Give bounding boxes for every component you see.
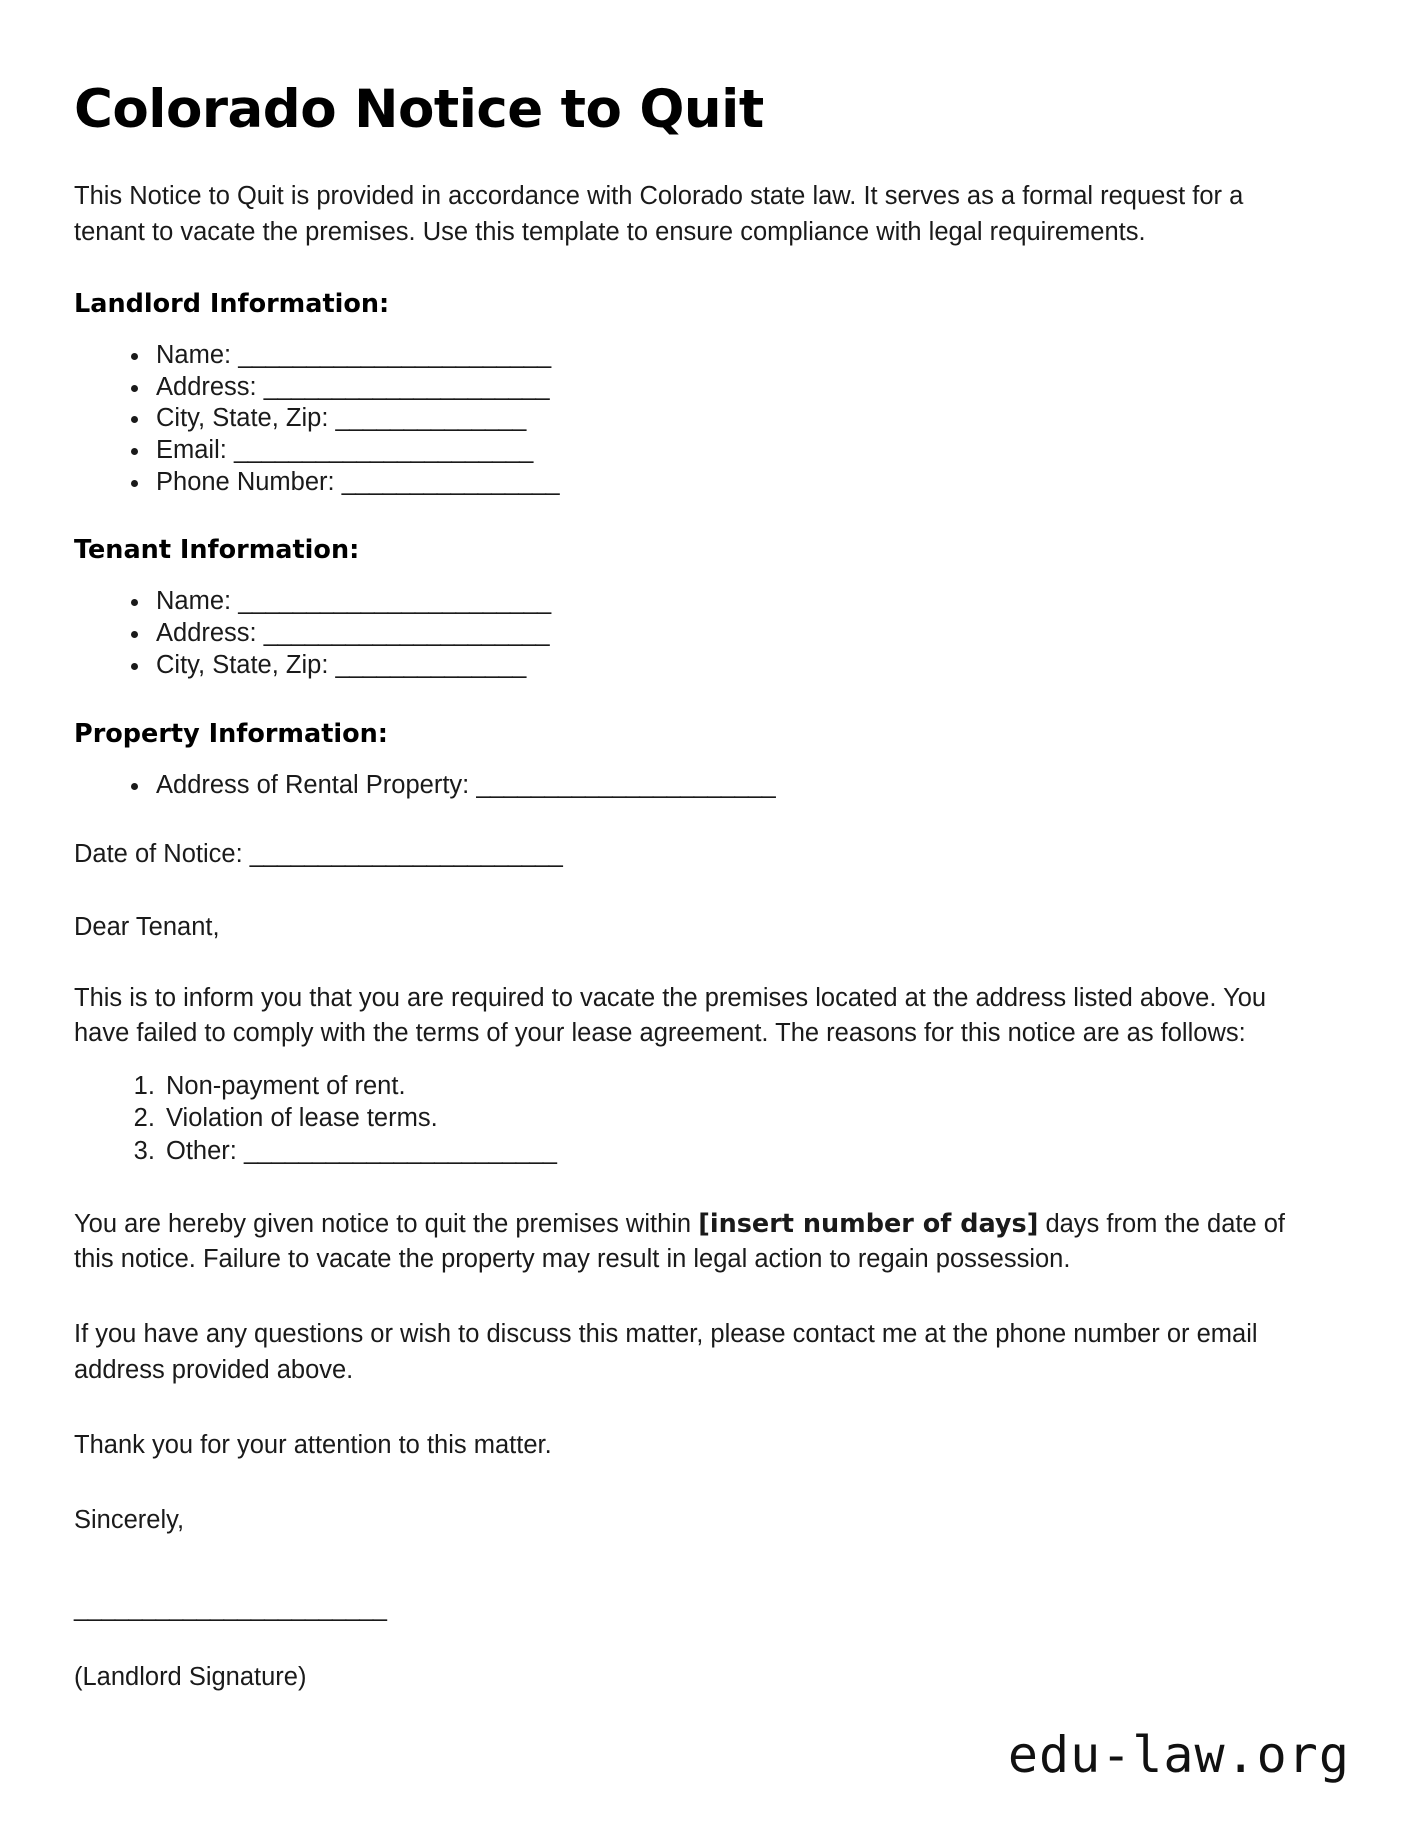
field-label: Phone Number: xyxy=(156,467,335,496)
list-item xyxy=(162,1137,1344,1167)
signature-caption: (Landlord Signature) xyxy=(74,1662,307,1691)
salutation: Dear Tenant, xyxy=(74,912,220,941)
list-item xyxy=(162,1104,1344,1134)
quit-text-after: days from the date of this notice. Failure to vacate the property may result in legal action to regain possession. xyxy=(74,1210,1285,1274)
tenant-information-heading: Tenant Information: xyxy=(74,535,360,566)
date-of-notice-blank: _______________________ xyxy=(249,840,563,869)
list-item xyxy=(152,468,1344,497)
list-item xyxy=(152,619,1344,648)
field-blank: _______________________ xyxy=(238,340,551,369)
field-label: City, State, Zip: xyxy=(156,650,329,679)
list-item xyxy=(152,651,1344,680)
field-label: Name: xyxy=(156,340,232,369)
date-of-notice-line xyxy=(74,837,1344,871)
field-blank: ______________ xyxy=(335,404,526,433)
notice-body-paragraph: This is to inform you that you are required to vacate the premises located at the address listed above. You have failed to comply with the terms of your lease agreement. The reasons for this notice are as follows: xyxy=(74,984,1267,1048)
landlord-field-list xyxy=(74,341,1344,496)
list-item xyxy=(152,436,1344,465)
list-item xyxy=(152,587,1344,616)
property-field-list xyxy=(74,771,1344,800)
field-blank: ______________________ xyxy=(233,435,533,464)
field-blank: ______________ xyxy=(335,650,526,679)
contact-paragraph: If you have any questions or wish to discuss this matter, please contact me at the phone number or email address provided above. xyxy=(74,1320,1258,1384)
property-information-heading: Property Information: xyxy=(74,718,389,749)
watermark-edu-law: edu-law.org xyxy=(1007,1726,1350,1784)
signature-rule: _______________________ xyxy=(74,1594,387,1623)
field-label: Name: xyxy=(156,587,232,616)
thanks-paragraph: Thank you for your attention to this matter. xyxy=(74,1430,552,1459)
insert-days-placeholder: [insert number of days] xyxy=(698,1209,1039,1240)
field-label: City, State, Zip: xyxy=(156,404,329,433)
quit-notice-paragraph xyxy=(74,1207,1319,1277)
list-item xyxy=(152,373,1344,402)
field-blank: _____________________ xyxy=(263,372,549,401)
reason-blank: _______________________ xyxy=(243,1137,557,1166)
tenant-field-list xyxy=(74,587,1344,679)
closing-line: Sincerely, xyxy=(74,1505,185,1534)
list-item xyxy=(152,404,1344,433)
quit-text-before: You are hereby given notice to quit the premises within xyxy=(74,1210,699,1239)
field-blank: ________________ xyxy=(341,467,560,496)
field-blank: _____________________ xyxy=(263,619,549,648)
field-label: Address of Rental Property: xyxy=(156,770,470,799)
reason-text: Non-payment of rent. xyxy=(166,1071,406,1100)
field-label: Email: xyxy=(156,435,227,464)
date-of-notice-label: Date of Notice: xyxy=(74,840,243,869)
reason-text: Violation of lease terms. xyxy=(166,1104,438,1133)
intro-paragraph: This Notice to Quit is provided in accordance with Colorado state law. It serves as a formal request for a tenant to vacate the premises. Use this template to ensure compliance with legal requirements. xyxy=(74,182,1244,246)
field-blank: ______________________ xyxy=(476,770,776,799)
field-blank: _______________________ xyxy=(238,587,551,616)
list-item xyxy=(152,341,1344,370)
landlord-information-heading: Landlord Information: xyxy=(74,288,390,319)
page-title: Colorado Notice to Quit xyxy=(74,79,764,140)
list-item xyxy=(152,771,1344,800)
field-label: Address: xyxy=(156,372,257,401)
field-label: Address: xyxy=(156,619,257,648)
reason-text: Other: xyxy=(166,1137,237,1166)
reason-list xyxy=(74,1072,1344,1167)
list-item xyxy=(162,1072,1344,1102)
